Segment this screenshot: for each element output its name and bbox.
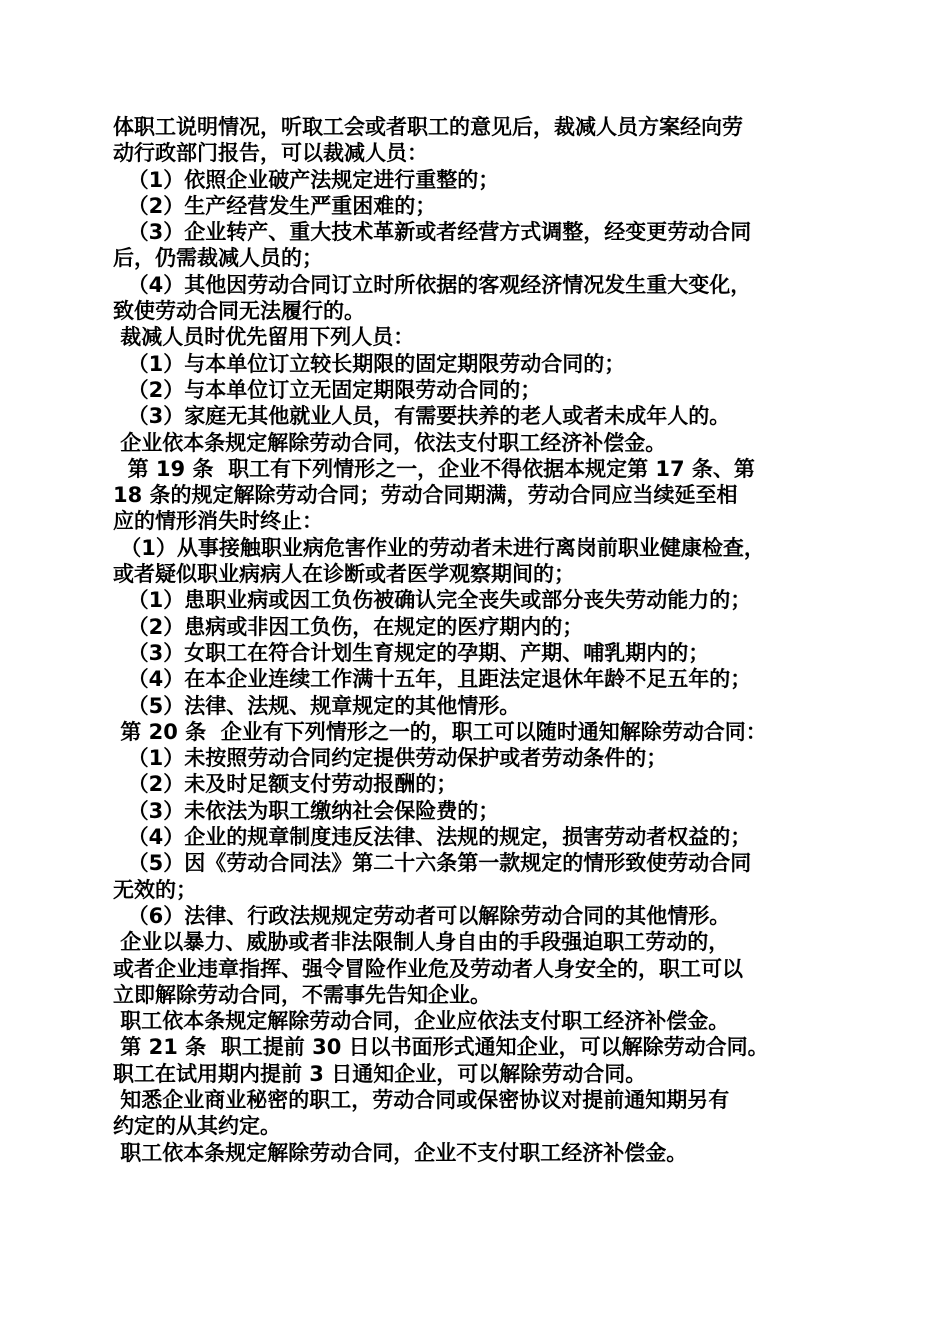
text-line: 18 条的规定解除劳动合同；劳动合同期满，劳动合同应当续延至相 [113, 483, 738, 508]
text-line: 裁减人员时优先留用下列人员： [113, 325, 415, 350]
text-line: 知悉企业商业秘密的职工，劳动合同或保密协议对提前通知期另有 [113, 1087, 730, 1112]
text-line: 第 20 条 企业有下列情形之一的，职工可以随时通知解除劳动合同： [113, 719, 767, 744]
text-line: 企业依本条规定解除劳动合同，依法支付职工经济补偿金。 [113, 430, 667, 455]
text-line: （1）未按照劳动合同约定提供劳动保护或者劳动条件的； [113, 746, 668, 771]
text-line: 职工依本条规定解除劳动合同，企业不支付职工经济补偿金。 [113, 1140, 688, 1165]
text-line: （2）患病或非因工负伤，在规定的医疗期内的； [113, 614, 584, 639]
text-line: 应的情形消失时终止： [113, 509, 323, 534]
text-line: （1）与本单位订立较长期限的固定期限劳动合同的； [113, 351, 626, 376]
text-line: 职工依本条规定解除劳动合同，企业应依法支付职工经济补偿金。 [113, 1009, 730, 1034]
text-line: （3）女职工在符合计划生育规定的孕期、产期、哺乳期内的； [113, 640, 710, 665]
text-line: 约定的从其约定。 [113, 1114, 281, 1139]
text-line: （1）依照企业破产法规定进行重整的； [113, 167, 500, 192]
text-line: （6）法律、行政法规规定劳动者可以解除劳动合同的其他情形。 [113, 903, 731, 928]
text-line: （2）与本单位订立无固定期限劳动合同的； [113, 377, 542, 402]
text-line: 动行政部门报告，可以裁减人员： [113, 141, 428, 166]
text-line: 致使劳动合同无法履行的。 [113, 299, 365, 324]
text-line: （1）从事接触职业病危害作业的劳动者未进行离岗前职业健康检查， [113, 535, 765, 560]
text-line: 后，仍需裁减人员的； [113, 246, 323, 271]
text-line: （4）企业的规章制度违反法律、法规的规定，损害劳动者权益的； [113, 825, 752, 850]
text-line: 无效的； [113, 877, 197, 902]
text-line: 第 21 条 职工提前 30 日以书面形式通知企业，可以解除劳动合同。 [113, 1035, 769, 1060]
document-page [113, 114, 853, 1166]
text-line: （2）未及时足额支付劳动报酬的； [113, 772, 458, 797]
text-line: （4）在本企业连续工作满十五年，且距法定退休年龄不足五年的； [113, 667, 752, 692]
text-line: 企业以暴力、威胁或者非法限制人身自由的手段强迫职工劳动的， [113, 930, 730, 955]
text-line: （2）生产经营发生严重困难的； [113, 193, 437, 218]
text-line: （5）因《劳动合同法》第二十六条第一款规定的情形致使劳动合同 [113, 851, 752, 876]
text-line: 体职工说明情况，听取工会或者职工的意见后，裁减人员方案经向劳 [113, 115, 743, 139]
text-line: （3）企业转产、重大技术革新或者经营方式调整，经变更劳动合同 [113, 220, 752, 245]
text-line: 立即解除劳动合同，不需事先告知企业。 [113, 982, 491, 1007]
text-line: （3）家庭无其他就业人员，有需要扶养的老人或者未成年人的。 [113, 404, 731, 429]
text-line: 职工在试用期内提前 3 日通知企业，可以解除劳动合同。 [113, 1061, 647, 1086]
text-line: （5）法律、法规、规章规定的其他情形。 [113, 693, 521, 718]
text-line: 或者疑似职业病病人在诊断或者医学观察期间的； [113, 562, 575, 587]
text-line: （3）未依法为职工缴纳社会保险费的； [113, 798, 500, 823]
text-line: （4）其他因劳动合同订立时所依据的客观经济情况发生重大变化， [113, 272, 752, 297]
text-line: （1）患职业病或因工负伤被确认完全丧失或部分丧失劳动能力的； [113, 588, 752, 613]
text-line: 或者企业违章指挥、强令冒险作业危及劳动者人身安全的，职工可以 [113, 956, 743, 981]
text-line: 第 19 条 职工有下列情形之一，企业不得依据本规定第 17 条、第 [113, 456, 755, 481]
